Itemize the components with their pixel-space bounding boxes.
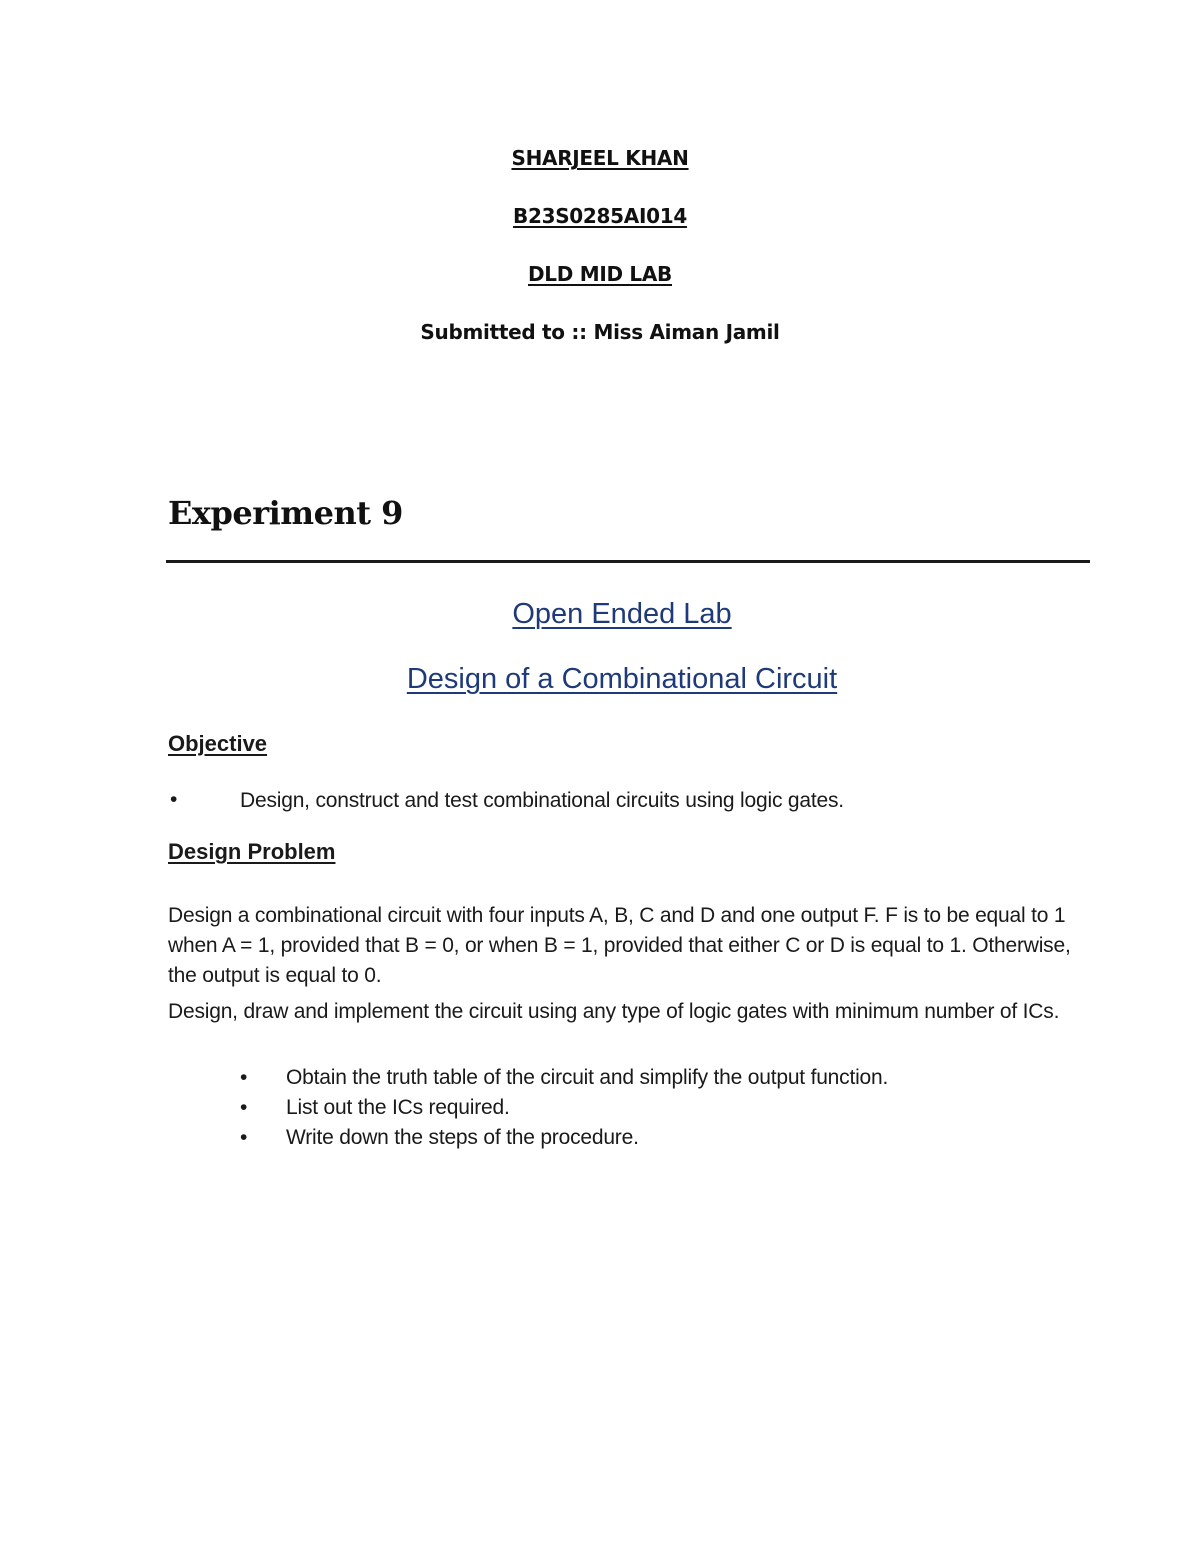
objective-bullet-icon: • [170,788,178,811]
student-id-text: B23S0285AI014 [513,204,687,228]
experiment-title: Experiment 9 [168,494,403,532]
course-title-text: DLD MID LAB [528,262,672,286]
bullet-icon: • [240,1096,248,1119]
student-name-text: SHARJEEL KHAN [511,146,689,170]
horizontal-rule [166,560,1090,563]
objective-text: Design, construct and test combinational circuits using logic gates. [240,789,844,812]
design-problem-paragraph: Design a combinational circuit with four inputs A, B, C and D and one output F. F is to be equal to 1 when A = 1, provided that B = 0, or when B = 1, provided that either C or D is equal to 1. Otherwise, the output is equal to 0. [168,904,1071,987]
submitted-to: Submitted to :: Miss Aiman Jamil [420,320,780,344]
task-text: List out the ICs required. [286,1096,510,1119]
design-instruction-paragraph: Design, draw and implement the circuit using any type of logic gates with minimum number of ICs. [168,1000,1060,1023]
student-id [0,204,1200,228]
student-name [0,146,1200,170]
task-text: Obtain the truth table of the circuit and simplify the output function. [286,1066,889,1089]
lab-heading: Design of a Combinational Circuit [406,663,838,695]
course-title [0,262,1200,286]
bullet-icon: • [240,1066,248,1089]
design-problem-heading: Design Problem [168,839,336,864]
objective-heading: Objective [168,731,268,756]
bullet-icon: • [240,1126,248,1149]
lab-subtitle: Open Ended Lab [512,598,732,630]
task-text: Write down the steps of the procedure. [286,1126,639,1149]
